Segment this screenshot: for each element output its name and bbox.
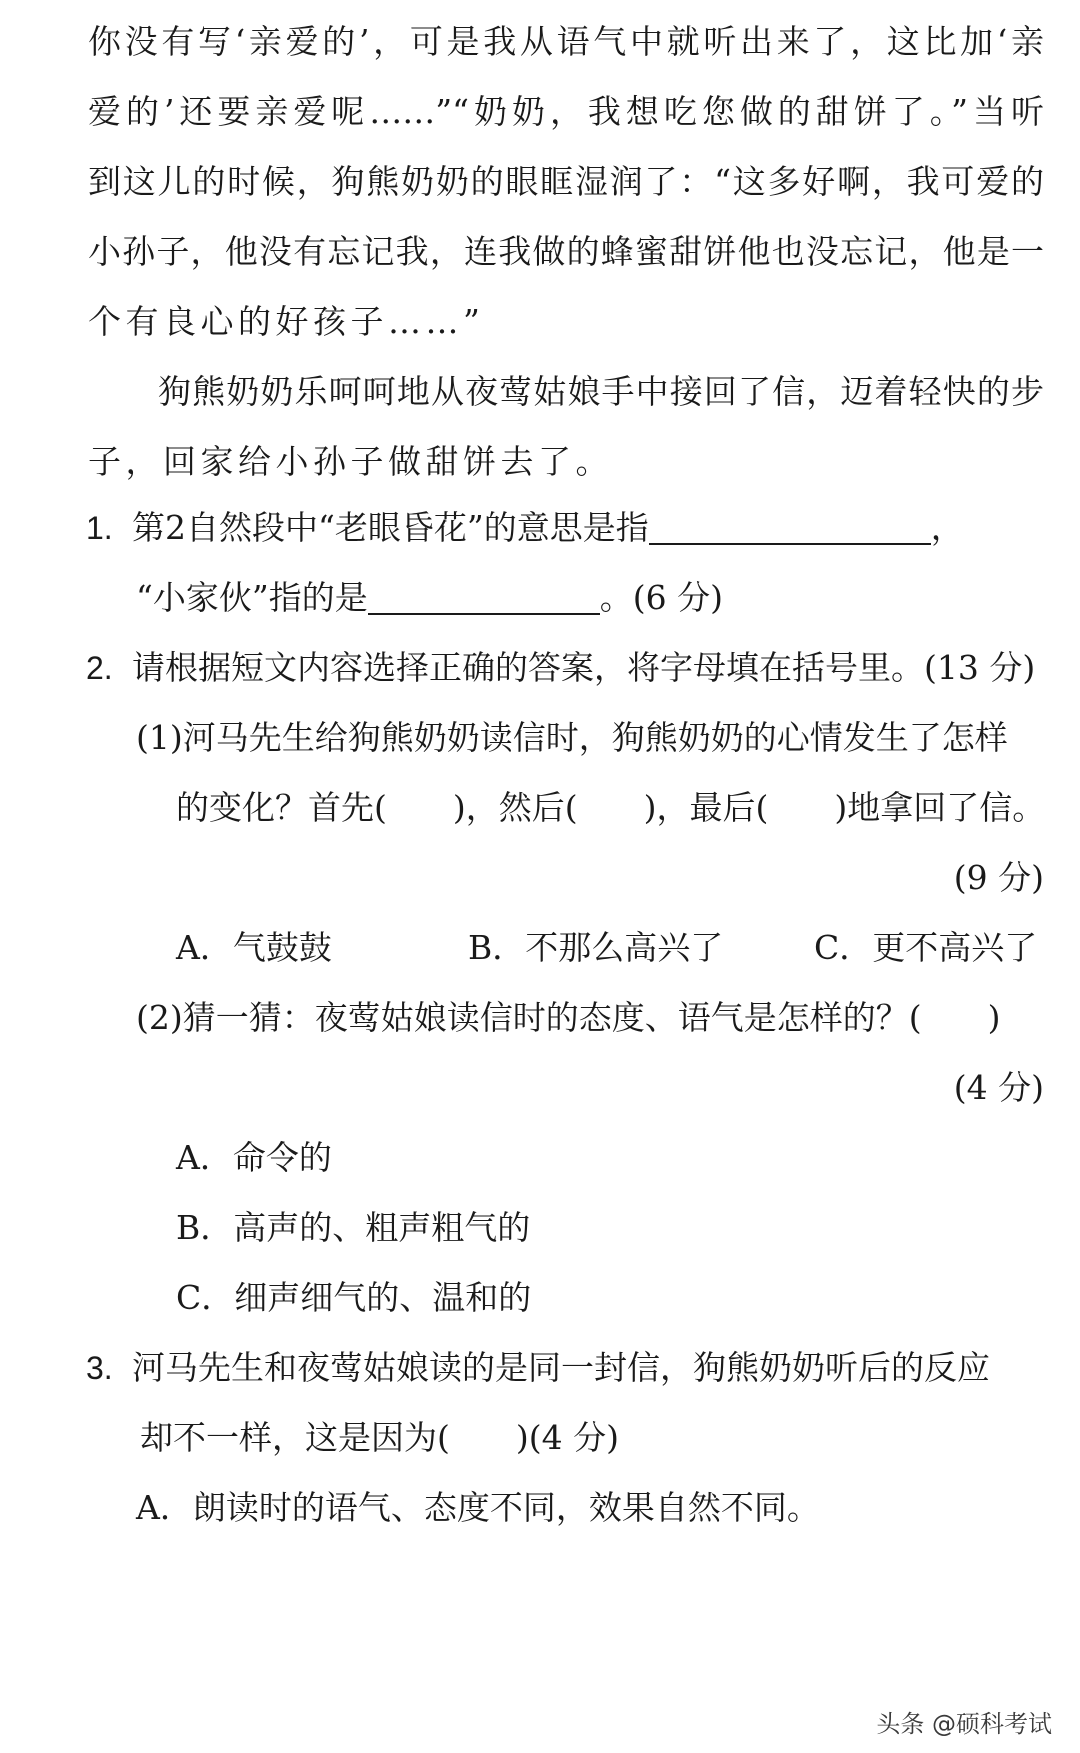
question-2-number: 2. [86, 650, 113, 686]
watermark: 头条 @硕科考试 [876, 1710, 1052, 1738]
question-1-text-a: 第2自然段中“老眼昏花”的意思是指 [132, 508, 649, 547]
question-1-points: 。(6 分) [599, 578, 723, 617]
question-3-line-1: 河马先生和夜莺姑娘读的是同一封信，狗熊奶奶听后的反应 [132, 1348, 990, 1387]
passage-line-7: 子，回家给小孙子做甜饼去了。 [88, 442, 613, 481]
question-1-number: 1. [86, 510, 113, 546]
passage-line-5: 个有良心的好孩子……” [88, 302, 485, 341]
question-2-1-option-a[interactable]: A．气鼓鼓 [176, 928, 332, 967]
question-3-option-a[interactable]: A．朗读时的语气、态度不同，效果自然不同。 [136, 1488, 820, 1527]
question-2-2-points: (4 分) [953, 1068, 1044, 1107]
question-2-2-option-b[interactable]: B．高声的、粗声粗气的 [176, 1208, 531, 1247]
passage-line-3: 到这儿的时候，狗熊奶奶的眼眶湿润了：“这多好啊，我可爱的 [88, 162, 1044, 201]
question-2 [86, 648, 1035, 688]
passage-line-4: 小孙子，他没有忘记我，连我做的蜂蜜甜饼他也没忘记，他是一 [88, 232, 1044, 271]
question-1-line-2 [136, 578, 723, 618]
question-2-1-option-b[interactable]: B．不那么高兴了 [468, 928, 724, 967]
question-2-2-line-1: (2)猜一猜：夜莺姑娘读信时的态度、语气是怎样的？( ) [136, 998, 1001, 1037]
answer-blank-1[interactable] [649, 509, 931, 545]
question-3-number: 3. [86, 1350, 113, 1386]
question-2-1-option-c[interactable]: C．更不高兴了 [814, 928, 1038, 967]
question-2-1-line-2: 的变化？首先( )，然后( )，最后( )地拿回了信。 [176, 788, 1046, 827]
question-2-2-option-c[interactable]: C．细声细气的、温和的 [176, 1278, 532, 1317]
question-2-text: 请根据短文内容选择正确的答案，将字母填在括号里。(13 分) [132, 648, 1036, 687]
question-3 [86, 1348, 990, 1388]
question-1 [86, 508, 964, 548]
question-2-1-line-1: (1)河马先生给狗熊奶奶读信时，狗熊奶奶的心情发生了怎样 [136, 718, 1008, 757]
passage-line-1: 你没有写‘亲爱的’，可是我从语气中就听出来了，这比加‘亲 [88, 22, 1044, 61]
question-1-comma: ， [930, 508, 964, 547]
passage-line-6: 狗熊奶奶乐呵呵地从夜莺姑娘手中接回了信，迈着轻快的步 [158, 372, 1044, 411]
question-3-line-2: 却不一样，这是因为( )(4 分) [140, 1418, 619, 1457]
question-2-2-option-a[interactable]: A．命令的 [176, 1138, 332, 1177]
question-1-text-b: “小家伙”指的是 [136, 578, 368, 617]
answer-blank-2[interactable] [368, 579, 600, 615]
question-2-1-points: (9 分) [953, 858, 1044, 897]
passage-line-2: 爱的’还要亲爱呢……”“奶奶，我想吃您做的甜饼了。”当听 [88, 92, 1044, 131]
